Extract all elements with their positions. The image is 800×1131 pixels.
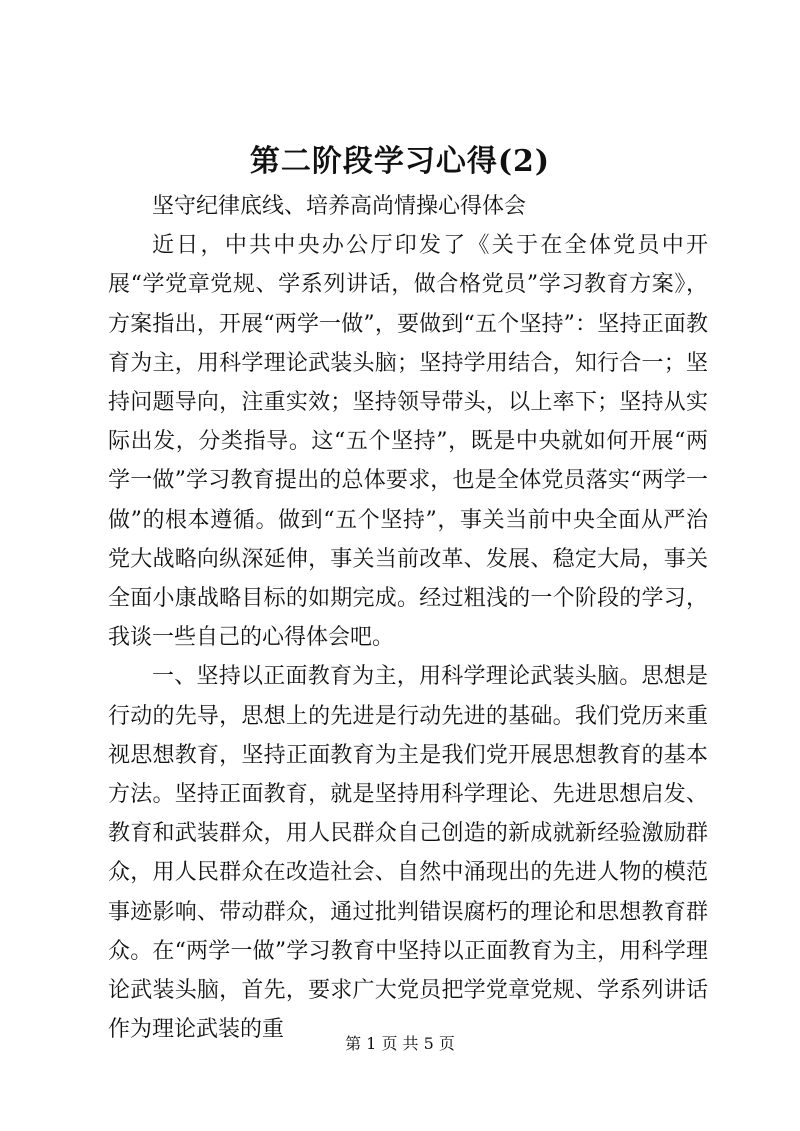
page-footer: 第 1 页 共 5 页 xyxy=(345,1034,455,1053)
subtitle-paragraph: 坚守纪律底线、培养高尚情操心得体会 xyxy=(152,194,527,219)
body-paragraph: 近日，中共中央办公厅印发了《关于在全体党员中开展“学党章党规、学系列讲话，做合格党员”学习教育方案》，方案指出，开展“两学一做”，要做到“五个坚持”：坚持正面教育为主，用科学理论武装头脑；坚持学用结合，知行合一；坚持问题导向，注重实效；坚持领导带头，以上率下；坚持从实际出发，分类指导。这“五个坚持”，既是中央就如何开展“两学一做”学习教育提出的总体要求，也是全体党员落实“两学一做”的根本遵循。做到“五个坚持”，事关当前中央全面从严治党大战略向纵深延伸，事关当前改革、发展、稳定大局，事关全面小康战略目标的如期完成。经过粗浅的一个阶段的学习，我谈一些自己的心得体会吧。 xyxy=(108,233,708,651)
document-body xyxy=(108,187,708,1049)
body-paragraph: 一、坚持以正面教育为主，用科学理论武装头脑。思想是行动的先导，思想上的先进是行动先进的基础。我们党历来重视思想教育，坚持正面教育为主是我们党开展思想教育的基本方法。坚持正面教育，就是坚持用科学理论、先进思想启发、教育和武装群众，用人民群众自己创造的新成就新经验激励群众，用人民群众在改造社会、自然中涌现出的先进人物的模范事迹影响、带动群众，通过批判错误腐朽的理论和思想教育群众。在“两学一做”学习教育中坚持以正面教育为主，用科学理论武装头脑，首先，要求广大党员把学党章党规、学系列讲话作为理论武装的重 xyxy=(108,664,708,1043)
page-title: 第二阶段学习心得(2) xyxy=(249,144,551,179)
